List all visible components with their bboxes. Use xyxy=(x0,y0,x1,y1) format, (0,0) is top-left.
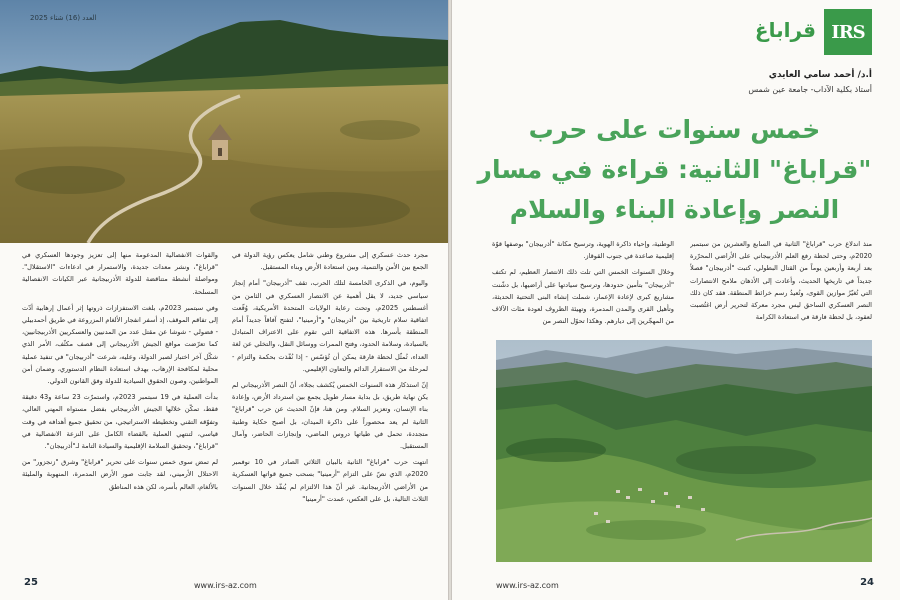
paragraph: وخلال السنوات الخمس التي تلت ذلك الانتصار العظيم، لم تكتف "أذربيجان" بتأمين حدودها، وترسيخ سيادتها على أراضيها، بل دشّنت مشاريع كبرى لإعادة الإعمار، شملت إنشاء البنى التحتية الحديثة، وتأهيل القرى والمدن المدمرة، وتهيئة الظروف لعودة مئات الآلاف من المهجّرين إلى ديارهم. وهكذا تحوّل النصر من xyxy=(492,268,674,326)
headline-line: خمس سنوات على حرب xyxy=(528,115,821,144)
left-page-column-right xyxy=(232,249,428,579)
headline-line: النصر وإعادة البناء والسلام xyxy=(509,195,840,224)
paragraph: والقوات الانفصالية المدعومة منها إلى تعزيز وجودها العسكري في "قراباغ"، ونشر معدات جديدة، والاستمرار في ادعاءات "الاستقلال". ومواصلة أنشطة متناقضة للدولة الأذربيجانية عبر الكيانات الانفصالية المسلحة. xyxy=(22,251,218,296)
website-link[interactable]: www.irs-az.com xyxy=(496,581,559,590)
right-page xyxy=(452,0,900,600)
paragraph: الوطنية، وإحياء ذاكرة الهوية، وترسيخ مكانة "أذربيجان" بوصفها قوّة إقليمية صاعدة في جنوب القوقاز. xyxy=(492,240,674,261)
paragraph: مجرد حدث عسكري إلى مشروع وطني شامل يعكس رؤية الدولة في الجمع بين الأمن والتنمية، وبين استعادة الأرض وبناء المستقبل. xyxy=(232,251,428,272)
left-page-column-left xyxy=(22,249,218,579)
right-page-column-left xyxy=(492,238,674,336)
paragraph: بدأت العملية في 19 سبتمبر 2023م، واستمرّت 23 ساعة و43 دقيقة فقط، تمكّن خلالها الجيش الأذربيجاني بفضل مستواه المهني العالي، وتفوّقه التقني وتخطيطه الاستراتيجي، من تحقيق جميع أهدافه في وقت قياسي، لتنتهي العملية بالقضاء الكامل على النزعة الانفصالية في "قراباغ"، وتحقيق السلامة الإقليمية والسيادة التامة لـ"أذربيجان". xyxy=(22,393,218,451)
mountain-valley-photo xyxy=(496,340,872,562)
paragraph: انتهت حرب "قراباغ" الثانية بالبيان الثلاثي الصادر في 10 نوفمبر 2020م، الذي نصّ على التزام "أرمينيا" بسحب جميع قواتها العسكرية من الأراضي الأذربيجانية. غير أنّ هذا الالتزام لم يُنفّذ خلال السنوات الثلاث التالية، بل على العكس، عمدت "أرمينيا" xyxy=(232,458,428,503)
left-page xyxy=(0,0,448,600)
issue-running-head: العدد (16) شتاء 2025 xyxy=(30,14,97,22)
headline-line: "قراباغ" الثانية: قراءة في مسار xyxy=(477,155,872,184)
right-page-column-right xyxy=(690,238,872,336)
page-number: 25 xyxy=(24,577,38,588)
paragraph: منذ اندلاع حرب "قراباغ" الثانية في السابع والعشرين من سبتمبر 2020م، وحتى لحظة رفع العلم الأذربيجاني على الأراضي المحرّرة بعد أربعة وأربعين يوماً من القتال البطولي، كتبت "أذربيجان" فصلاً جديداً في تاريخها الحديث، وأعادت إلى الأذهان ملامح الانتصارات التي تُغيّرُ موازين القوى، وتُعيدُ رسم خرائط المنطقة. فقد كان ذلك النصر العسكري الساحق ليس مجرد معركة لتحرير أرض اغتُصبت لعقود، بل لحظة فارقة في استعادة الكرامة xyxy=(690,240,872,322)
page-number: 24 xyxy=(860,577,874,588)
website-link[interactable]: www.irs-az.com xyxy=(194,581,257,590)
irs-logo: IRS xyxy=(824,9,872,55)
paragraph: إنّ استذكار هذه السنوات الخمس يُكشف بجلاء، أنّ النصر الأذربيجاني لم يكن نهاية طريق، بل بداية مسار طويل يجمع بين استرداد الأرض، وإعادة بناء الإنسان، وتعزيز السلام. ومن هنا، فإنّ الحديث عن حرب "قراباغ" الثانية لم يعد محصوراً على ذاكرة الميدان، بل أصبح حكاية وطنية متجددة، تحمل في طياتها دروس الماضي، وإنجازات الحاضر، وآمال المستقبل. xyxy=(232,381,428,451)
author-name: أ.د/ أحمد سامي العايدي xyxy=(768,70,872,80)
article-headline xyxy=(477,110,872,230)
author-affiliation: أستاذ بكلية الآداب- جامعة عين شمس xyxy=(748,85,872,94)
section-title: قراباغ xyxy=(754,18,816,42)
paragraph: لم تمض سوى خمس سنوات على تحرير "قراباغ" وشرق "زنجزور" من الاحتلال الأرميني، لقد جابت صور الأرض المدمرة، المنهوبة والمليئة بالألغام، العالم بأسره، لكن هذه المناطق xyxy=(22,458,218,491)
paragraph: واليوم، في الذكرى الخامسة لتلك الحرب، تقف "أذربيجان" أمام إنجاز سياسي جديد، لا يقل أهمية عن الانتصار العسكري في الثامن من أغسطس 2025م، وتحت رعاية الولايات المتحدة الأمريكية، وُقّعت اتفاقية سلام تاريخية بين "أذربيجان" و"أرمينيا"، لتفتح آفاقاً جديداً أمام المنطقة بأسرها. هذه الاتفاقية التي تقوم على الاعتراف المتبادل بالسيادة، وسلامة الحدود، وفتح الممرات ووسائل النقل، والتخلي عن لغة العداء، تُمثّل لحظة فارقة يمكن أن تُؤسّس - إذا نُفّذت بحكمة والتزام - لمرحلة من الاستقرار الدائم والتعاون الإقليمي. xyxy=(232,279,428,373)
karabakh-landscape-photo xyxy=(0,0,448,243)
paragraph: وفي سبتمبر 2023م، بلغت الاستفزازات ذروتها إثر أعمال إرهابية أدّت إلى تفاقم الموقف، إذ أسفر انفجار الألغام المزروعة في طريق أحمدبيلي - فضولي - شوشا عن مقتل عدد من المدنيين والعسكريين الأذربيجانيين، كما تعرّضت مواقع الجيش الأذربيجاني إلى قصف مكثّف، الأمر الذي شكّل آخر اختبار لصبر الدولة، وعليه، شرعت "أذربيجان" في تنفيذ عملية محلية لمكافحة الإرهاب، بهدف استعادة النظام الدستوري، وضمان أمن المواطنين، وصون الحقوق السيادية للدولة وفق القانون الدولي. xyxy=(22,303,218,386)
